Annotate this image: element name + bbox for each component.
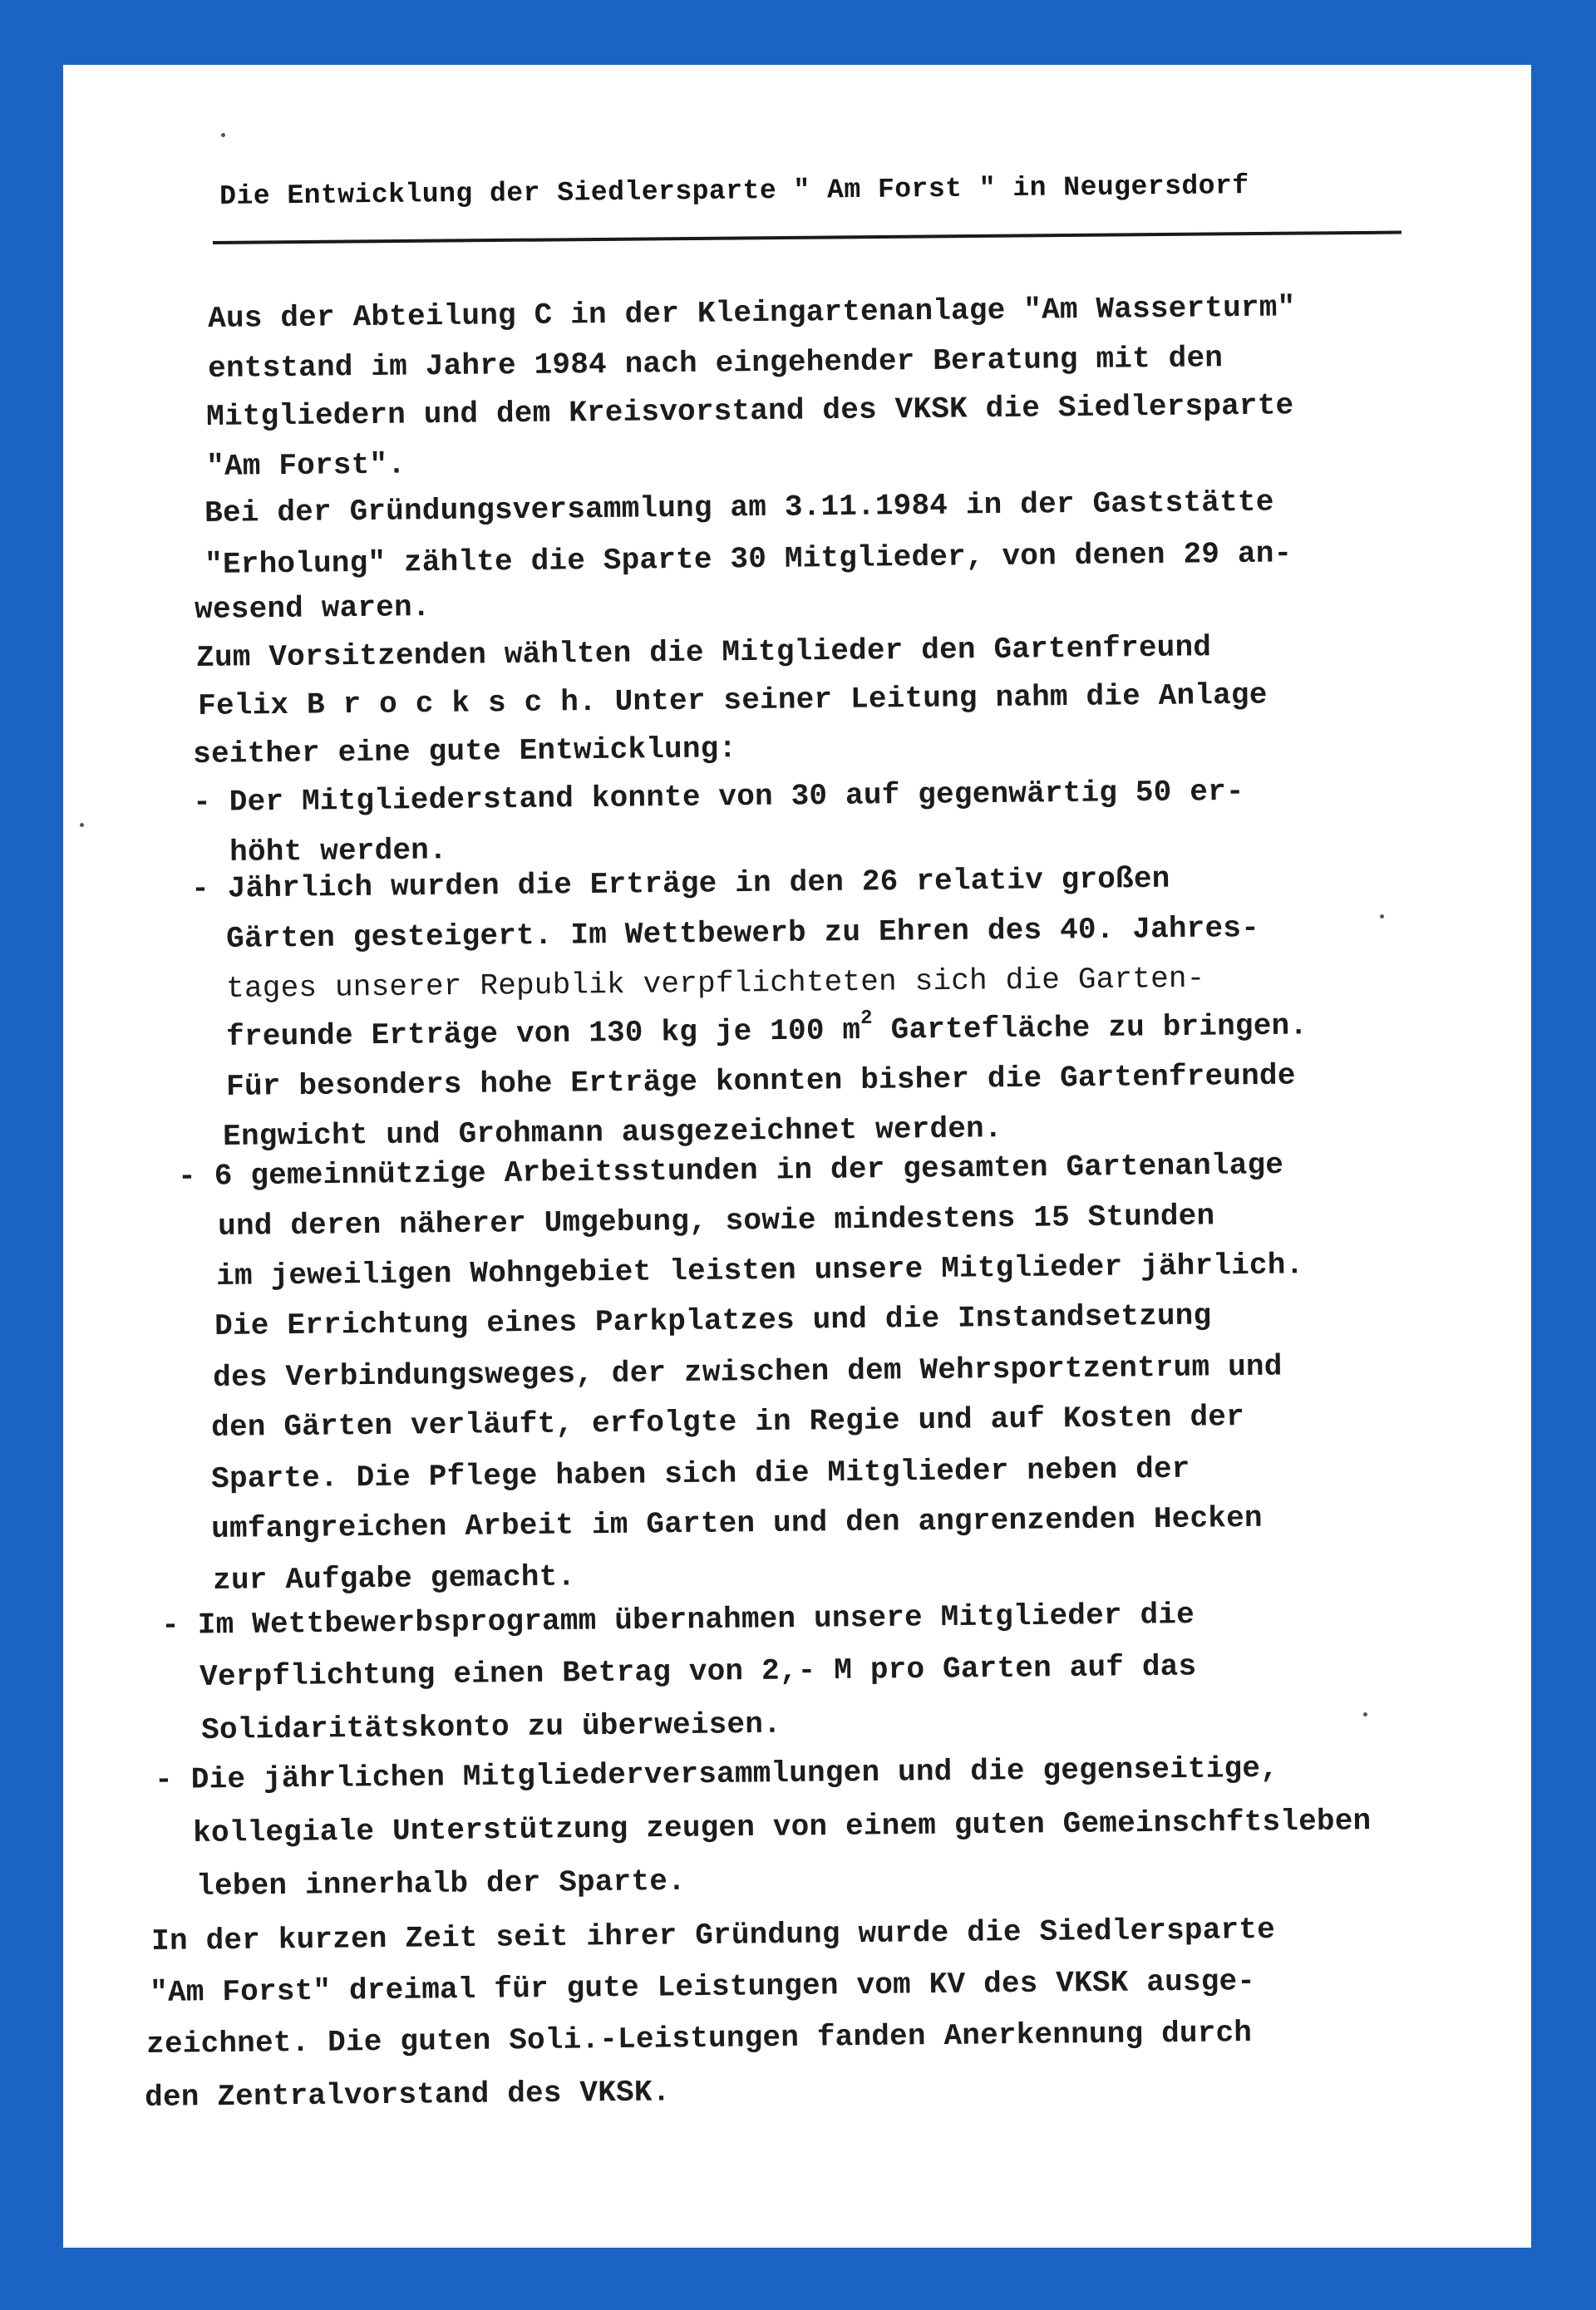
list-item: - Die jährlichen Mitgliederversammlungen und die gegenseitige, [154,1751,1279,1797]
list-item: - Der Mitgliederstand konnte von 30 auf gegenwärtig 50 er- [192,774,1244,820]
body-line: Aus der Abteilung C in der Kleingartenanlage "Am Wasserturm" [207,290,1296,336]
list-item-continuation: höht werden. [229,833,448,869]
superscript-squared: 2 [860,1007,873,1031]
list-item-continuation: des Verbindungsweges, der zwischen dem Wehrsportzentrum und [212,1349,1283,1395]
list-item-continuation: kollegiale Unterstützung zeugen von einem guten Gemeinschftsleben [192,1804,1372,1850]
list-item-continuation: Verpflichtung einen Betrag von 2,- M pro Garten auf das [199,1649,1197,1694]
list-item-continuation: Gärten gesteigert. Im Wettbewerb zu Ehren des 40. Jahres- [225,910,1260,956]
scan-speck [80,823,84,827]
closing-line: zeichnet. Die guten Soli.-Leistungen fanden Anerkennung durch [145,2016,1253,2061]
body-line: Felix B r o c k s c h. Unter seiner Leitung nahm die Anlage [197,677,1268,723]
list-item-continuation: Solidaritätskonto zu überweisen. [200,1707,782,1747]
list-item: - Im Wettbewerbsprogramm übernahmen unsere Mitglieder die [160,1597,1195,1643]
list-item-continuation: Engwicht und Grohmann ausgezeichnet werden. [222,1111,1002,1154]
list-item-continuation: zur Aufgabe gemacht. [212,1559,576,1598]
list-item-continuation: tages unserer Republik verpflichteten sich die Garten- [225,961,1205,1006]
body-line: Bei der Gründungsversammlung am 3.11.1984 in der Gaststätte [204,485,1274,530]
list-item-continuation: Sparte. Die Pflege haben sich die Mitglieder neben der [210,1451,1190,1496]
list-item: - 6 gemeinnützige Arbeitsstunden in der gesamten Gartenanlage [177,1148,1284,1194]
list-item-continuation: leben innerhalb der Sparte. [195,1864,687,1904]
closing-line: den Zentralvorstand des VKSK. [144,2075,671,2115]
list-item-continuation: Für besonders hohe Erträge konnten bisher die Gartenfreunde [225,1058,1296,1104]
body-line: Mitgliedern und dem Kreisvorstand des VKSK die Siedlersparte [205,388,1294,434]
list-item-continuation: im jeweiligen Wohngebiet leisten unsere Mitglieder jährlich. [215,1248,1304,1293]
yield-text-end: Gartefläche zu bringen. [890,1008,1308,1047]
list-item-continuation: umfangreichen Arbeit im Garten und den angrenzenden Hecken [210,1500,1263,1546]
scan-speck [1380,914,1384,919]
list-item-continuation: und deren näherer Umgebung, sowie mindestens 15 Stunden [217,1199,1215,1244]
body-line: seither eine gute Entwicklung: [192,731,737,771]
scan-speck [1363,1712,1367,1716]
yield-text: freunde Erträge von 130 kg je 100 m [225,1013,861,1054]
list-item-continuation: den Gärten verläuft, erfolgte in Regie und auf Kosten der [210,1399,1245,1445]
body-line: wesend waren. [194,590,431,627]
list-item-continuation: Die Errichtung eines Parkplatzes und die Instandsetzung [214,1298,1212,1343]
body-line: entstand im Jahre 1984 nach eingehender Beratung mit den [207,341,1224,386]
list-item: - Jährlich wurden die Erträge in den 26 relativ großen [190,861,1170,906]
body-line: "Am Forst". [205,447,406,484]
closing-line: "Am Forst" dreimal für gute Leistungen vom KV des VKSK ausge- [149,1964,1256,2010]
page-title: Die Entwicklung der Siedlersparte " Am Forst " in Neugersdorf [219,170,1249,212]
scan-speck [221,133,225,137]
body-line: "Erholung" zählte die Sparte 30 Mitglieder, von denen 29 an- [204,536,1293,582]
body-line: Zum Vorsitzenden wählten die Mitglieder den Gartenfreund [195,630,1212,675]
closing-line: In der kurzen Zeit seit ihrer Gründung wurde die Siedlersparte [150,1912,1276,1958]
